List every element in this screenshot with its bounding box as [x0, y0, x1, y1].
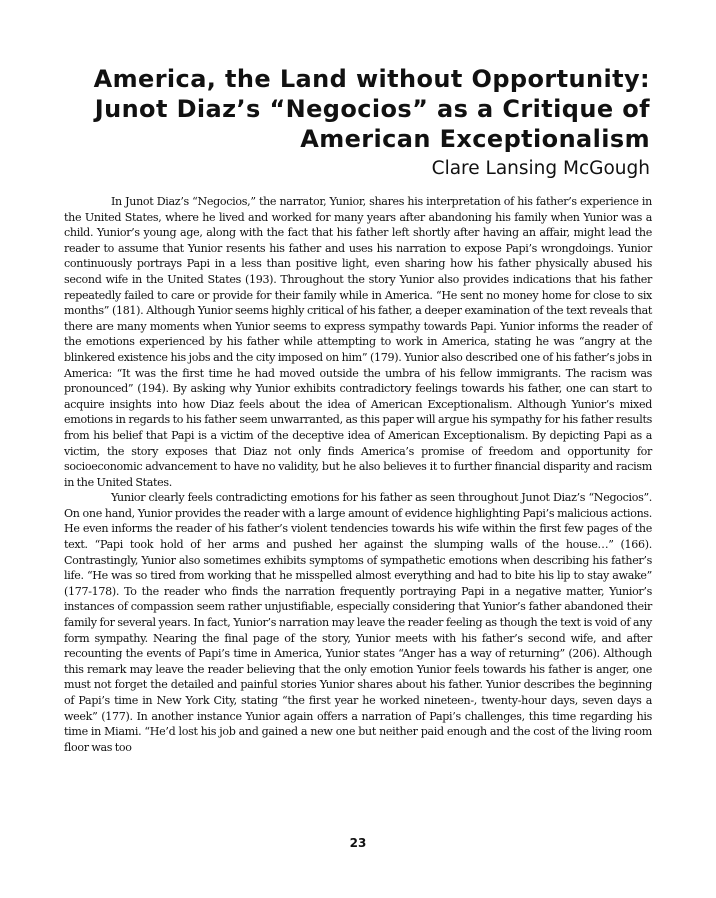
article-header — [90, 64, 650, 182]
article-title-line-2: Junot Diaz’s “Negocios” as a Critique of — [94, 95, 650, 123]
article-title-line-1: America, the Land without Opportunity: — [93, 65, 650, 93]
article-title-line-3: American Exceptionalism — [300, 125, 650, 153]
paragraph-2: Yunior clearly feels contradicting emotions for his father as seen throughout Junot Diaz’s “Negocios”. On one hand, Yunior provides the reader with a large amount of evidence highlighting Papi’s malicious actions. He even informs the reader of his father’s violent tendencies towards his wife within the first few pages of the text. “Papi took hold of her arms and pushed her against the slumping walls of the house…” (166). Contrastingly, Yunior also sometimes exhibits symptoms of sympathetic emotions when describing his father’s life. “He was so tired from working that he misspelled almost everything and had to bite his lip to stay awake” (177-178). To the reader who finds the narration frequently portraying Papi in a negative matter, Yunior’s instances of compassion seem rather unjustifiable, especially considering that Yunior’s father abandoned their family for several years. In fact, Yunior’s narration may leave the reader feeling as though the text is void of any form sympathy. Nearing the final page of the story, Yunior meets with his father’s second wife, and after recounting the events of Papi’s time in America, Yunior states “Anger has a way of returning” (206). Although this remark may leave the reader believing that the only emotion Yunior feels towards his father is anger, one must not forget the detailed and painful stories Yunior shares about his father. Yunior describes the beginning of Papi’s time in New York City, stating “the first year he worked nineteen-, twenty-hour days, seven days a week” (177). In another instance Yunior again offers a narration of Papi’s challenges, this time regarding his time in Miami. “He’d lost his job and gained a new one but neither paid enough and the cost of the living room floor was too — [64, 491, 652, 754]
author-name: Clare Lansing McGough — [431, 158, 650, 179]
article-body — [64, 194, 652, 755]
page-number: 23 — [349, 836, 367, 850]
paragraph-1: In Junot Diaz’s “Negocios,” the narrator, Yunior, shares his interpretation of his father’s experience in the United States, where he lived and worked for many years after abandoning his family when Yunior was a child. Yunior’s young age, along with the fact that his father left shortly after having an affair, might lead the reader to assume that Yunior resents his father and uses his narration to expose Papi’s wrongdoings. Yunior continuously portrays Papi in a less than positive light, even sharing how his father physically abused his second wife in the United States (193). Throughout the story Yunior also provides indications that his father repeatedly failed to care or provide for their family while in America. “He sent no money home for close to six months” (181). Although Yunior seems highly critical of his father, a deeper examination of the text reveals that there are many moments when Yunior seems to express sympathy towards Papi. Yunior informs the reader of the emotions experienced by his father while attempting to work in America, stating he was “angry at the blinkered existence his jobs and the city imposed on him” (179). Yunior also described one of his father’s jobs in America: “It was the first time he had moved outside the umbra of his fellow immigrants. The racism was pronounced” (194). By asking why Yunior exhibits contradictory feelings towards his father, one can start to acquire insights into how Diaz feels about the idea of American Exceptionalism. Although Yunior’s mixed emotions in regards to his father seem unwarranted, as this paper will argue his sympathy for his father results from his belief that Papi is a victim of the deceptive idea of American Exceptionalism. By depicting Papi as a victim, the story exposes that Diaz not only finds America’s promise of freedom and opportunity for socioeconomic advancement to have no validity, but he also believes it to further financial disparity and racism in the United States. — [64, 195, 652, 489]
